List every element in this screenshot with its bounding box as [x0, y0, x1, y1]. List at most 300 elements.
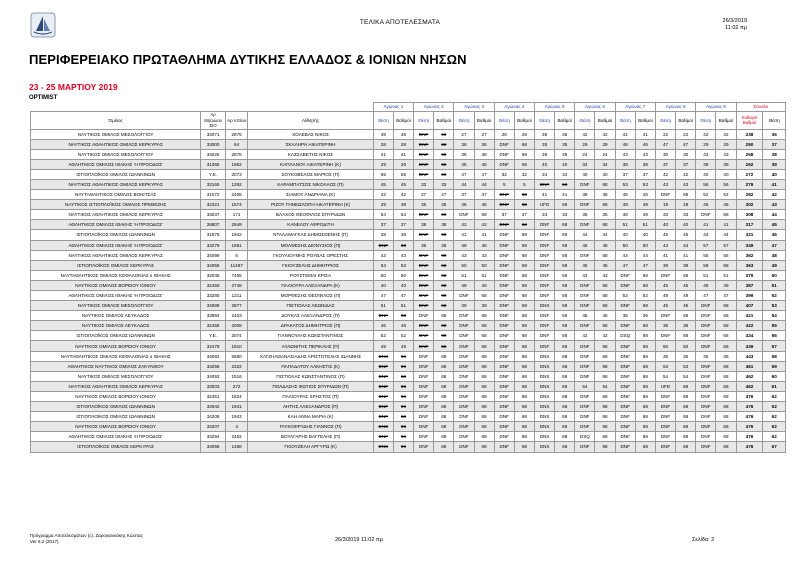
race-points-cell: 68 — [434, 391, 454, 401]
table-row — [31, 190, 786, 200]
race-position-cell: 37 — [454, 190, 474, 200]
col-points: Βαθμοί — [555, 112, 575, 130]
race-points-cell: 68 — [514, 351, 534, 361]
race-points-cell: 29 — [393, 159, 413, 169]
race-position-cell: DNF — [494, 311, 514, 321]
race-position-cell: 46 — [373, 321, 393, 331]
race-position-cell: 43 — [696, 149, 716, 159]
race-points-cell: 68 — [514, 139, 534, 149]
race-position-cell: DNF — [454, 291, 474, 301]
race-position-cell: DNF — [615, 402, 635, 412]
race-points-cell: 52 — [716, 190, 736, 200]
race-points-cell: 68 — [393, 351, 413, 361]
sail-number-cell: 171 — [225, 210, 247, 220]
registry-cell: 31365 — [201, 159, 226, 169]
race-position-cell: DNF — [414, 381, 434, 391]
race-points-cell: 68 — [434, 159, 454, 169]
place-cell: 67 — [763, 442, 786, 452]
race-position-cell: DNF — [615, 341, 635, 351]
race-points-cell: 68 — [635, 331, 655, 341]
race-position-cell: DNF — [373, 391, 393, 401]
race-position-cell: 33 — [655, 210, 675, 220]
table-row — [31, 169, 786, 179]
race-position-cell: 47 — [454, 169, 474, 179]
race-position-cell: 38 — [615, 159, 635, 169]
registry-cell: 33280 — [201, 291, 226, 301]
race-position-cell: 29 — [575, 139, 595, 149]
table-row — [31, 412, 786, 422]
race-position-cell: DNF — [414, 149, 434, 159]
race-points-cell: 56 — [716, 179, 736, 189]
race-points-cell: 45 — [676, 280, 696, 290]
registry-cell: 26807 — [201, 220, 226, 230]
race-position-cell: DNF — [373, 361, 393, 371]
race-points-cell: 45 — [595, 311, 615, 321]
race-points-cell: 49 — [676, 291, 696, 301]
table-row — [31, 200, 786, 210]
race-position-cell: DNF — [454, 361, 474, 371]
race-position-cell: 28 — [373, 139, 393, 149]
registry-cell: 33165 — [201, 179, 226, 189]
sail-number-cell: 2074 — [225, 331, 247, 341]
race-points-cell: 41 — [676, 250, 696, 260]
race-position-cell: DNF — [575, 422, 595, 432]
race-position-cell: 39 — [373, 200, 393, 210]
race-points-cell: 48 — [393, 129, 413, 139]
race-points-cell: 50 — [635, 240, 655, 250]
race-points-cell: 68 — [393, 432, 413, 442]
place-cell: 55 — [763, 321, 786, 331]
race-points-cell: 68 — [676, 402, 696, 412]
club-cell: ΑΘΛΗΤΙΚΟΣ ΟΜΙΛΟΣ ΙΘΑΚΗΣ 'Η ΠΡΟΟΔΟΣ' — [31, 159, 201, 169]
race-points-cell: 68 — [474, 331, 494, 341]
race-position-cell: DNF — [615, 412, 635, 422]
race-points-cell: 68 — [555, 179, 575, 189]
club-cell: ΝΑΥΤΑΘΛΗΤΙΚΟΣ ΟΜΙΛΟΣ ΒΟΝΙΤΣΑΣ — [31, 190, 201, 200]
table-row — [31, 391, 786, 401]
race-points-cell: 39 — [716, 159, 736, 169]
race-position-cell: DNF — [615, 301, 635, 311]
net-points-cell: 476 — [736, 442, 763, 452]
race-position-cell: DNF — [696, 381, 716, 391]
race-points-cell: 54 — [595, 381, 615, 391]
race-position-cell: DNF — [615, 371, 635, 381]
race-points-cell: 44 — [635, 250, 655, 260]
col-position: Θέση — [696, 112, 716, 130]
net-points-cell: 302 — [736, 200, 763, 210]
race-points-cell: 68 — [393, 361, 413, 371]
race-position-cell: DNF — [494, 280, 514, 290]
net-points-cell: 476 — [736, 422, 763, 432]
athlete-cell: ΠΟΛΔΑΣΗΣ ΦΩΤΙΟΣ ΣΠΥΡΙΔΩΝ (Π) — [248, 381, 373, 391]
race-position-cell: DNF — [575, 220, 595, 230]
race-points-cell: 37 — [635, 169, 655, 179]
race-points-cell: 57 — [716, 240, 736, 250]
race-position-cell: 50 — [655, 341, 675, 351]
registry-cell: 34208 — [201, 412, 226, 422]
race-position-cell: 47 — [655, 139, 675, 149]
race-points-cell: 68 — [595, 200, 615, 210]
sail-number-cell: 1488 — [225, 442, 247, 452]
race-position-cell: 29 — [696, 139, 716, 149]
race-position-cell: 45 — [655, 301, 675, 311]
race-points-cell: 68 — [434, 129, 454, 139]
race-position-cell: DNF — [575, 391, 595, 401]
race-position-cell: DNS — [535, 402, 555, 412]
race-points-cell: 68 — [716, 412, 736, 422]
sail-number-cell: 6 — [225, 250, 247, 260]
registry-cell: 33279 — [201, 240, 226, 250]
race-position-cell: DNF — [615, 422, 635, 432]
athlete-cell: ΚΑΠΛΑΝΟΥ ΑΙΚΑΤΕΡΙΝΗ (Κ) — [248, 159, 373, 169]
race-points-cell: 68 — [474, 432, 494, 442]
race-points-cell: 68 — [434, 331, 454, 341]
race-points-cell: 44 — [716, 230, 736, 240]
race-position-cell: 33 — [535, 210, 555, 220]
sail-number-cell: 1910 — [225, 341, 247, 351]
net-points-cell: 476 — [736, 432, 763, 442]
race-position-cell: DNF — [494, 361, 514, 371]
sail-number-cell: 2408 — [225, 190, 247, 200]
sail-number-cell: 2877 — [225, 301, 247, 311]
race-position-cell: DNF — [696, 301, 716, 311]
race-points-cell: 68 — [474, 412, 494, 422]
race-position-cell: 42 — [696, 129, 716, 139]
race-position-cell: DNF — [655, 331, 675, 341]
race-position-cell: DNF — [373, 412, 393, 422]
race-position-cell: 38 — [454, 149, 474, 159]
table-row — [31, 341, 786, 351]
col-club: Όμιλος — [31, 112, 201, 130]
net-points-cell: 258 — [736, 149, 763, 159]
club-cell: ΑΘΛΗΤΙΚΟΣ ΟΜΙΛΟΣ ΙΘΑΚΗΣ 'Η ΠΡΟΟΔΟΣ' — [31, 432, 201, 442]
race-points-cell: 68 — [676, 270, 696, 280]
race-position-cell: 35 — [696, 351, 716, 361]
race-position-cell: DNF — [373, 371, 393, 381]
race-points-cell: 68 — [514, 422, 534, 432]
race-position-cell: DNF — [696, 422, 716, 432]
race-points-cell: 68 — [514, 371, 534, 381]
registry-cell: 34071 — [201, 129, 226, 139]
race-points-cell: 68 — [434, 230, 454, 240]
race-points-cell: 68 — [716, 331, 736, 341]
race-position-cell: DNF — [696, 412, 716, 422]
club-cell: ΝΑΥΤΙΚΟΣ ΟΜΙΛΟΣ ΜΕΣΟΛΟΓΓΙΟΥ — [31, 149, 201, 159]
race-position-cell: DNF — [454, 412, 474, 422]
race-points-cell: 51 — [393, 301, 413, 311]
race-points-cell: 40 — [393, 280, 413, 290]
race-points-cell: 54 — [393, 210, 413, 220]
race-points-cell: 35 — [676, 351, 696, 361]
race-position-cell: DNF — [454, 341, 474, 351]
col-place: Θέση — [763, 112, 786, 130]
table-row — [31, 240, 786, 250]
race-points-cell: 68 — [635, 422, 655, 432]
table-row — [31, 270, 786, 280]
race-points-cell: 68 — [393, 442, 413, 452]
race-points-cell: 68 — [393, 381, 413, 391]
race-position-cell: DNF — [414, 402, 434, 412]
place-cell: 56 — [763, 331, 786, 341]
race-position-cell: DNF — [615, 280, 635, 290]
net-points-cell: 250 — [736, 139, 763, 149]
race-points-cell: 68 — [676, 331, 696, 341]
race-points-cell: 68 — [635, 270, 655, 280]
race-position-cell: 47 — [696, 291, 716, 301]
athlete-cell: ΓΚΙΟΥΖΕΛΗ ΑΡΓΥΡΩ (Κ) — [248, 442, 373, 452]
race-points-cell: 68 — [555, 422, 575, 432]
race-points-cell: 49 — [635, 200, 655, 210]
registry-cell: Y.E. — [201, 169, 226, 179]
race-points-cell: 68 — [434, 139, 454, 149]
race-header: Αγώνας 1 — [373, 103, 413, 112]
race-points-cell: 68 — [434, 270, 454, 280]
race-points-cell: 68 — [635, 412, 655, 422]
sail-number-cell: 1941 — [225, 402, 247, 412]
race-points-cell: 68 — [474, 341, 494, 351]
race-position-cell: 51 — [615, 220, 635, 230]
race-position-cell: DNF — [696, 371, 716, 381]
race-points-cell: 68 — [555, 280, 575, 290]
athlete-cell: ΔΡΑΚΑΤΟΣ ΔΗΜΗΤΡΙΟΣ (Π) — [248, 321, 373, 331]
race-position-cell: DNF — [615, 270, 635, 280]
race-position-cell: 40 — [655, 220, 675, 230]
table-row — [31, 250, 786, 260]
club-cell: ΝΑΥΤΙΚΟΣ ΟΜΙΛΟΣ ΜΕΣΟΛΟΓΓΙΟΥ — [31, 371, 201, 381]
race-position-cell: 53 — [373, 260, 393, 270]
race-points-cell: 68 — [555, 311, 575, 321]
race-position-cell: 54 — [373, 210, 393, 220]
race-position-cell: 38 — [414, 220, 434, 230]
place-cell: 40 — [763, 169, 786, 179]
race-position-cell: DNF — [535, 291, 555, 301]
race-position-cell: DNF — [494, 351, 514, 361]
race-position-cell: 46 — [575, 240, 595, 250]
race-position-cell: 54 — [575, 381, 595, 391]
race-points-cell: 47 — [676, 139, 696, 149]
sail-number-cell: 272 — [225, 381, 247, 391]
race-points-cell: 68 — [514, 291, 534, 301]
race-points-cell: 40 — [676, 220, 696, 230]
col-points: Βαθμοί — [635, 112, 655, 130]
race-position-cell: DNF — [494, 412, 514, 422]
race-points-cell: 68 — [434, 381, 454, 391]
race-position-cell: 45 — [575, 260, 595, 270]
registry-cell: 32458 — [201, 321, 226, 331]
race-points-cell: 36 — [635, 311, 655, 321]
race-points-cell: 68 — [434, 412, 454, 422]
race-points-cell: 39 — [676, 260, 696, 270]
race-points-cell: 38 — [595, 190, 615, 200]
race-position-cell: 27 — [414, 190, 434, 200]
race-points-cell: 68 — [635, 442, 655, 452]
race-points-cell: 46 — [635, 139, 655, 149]
race-points-cell: 68 — [595, 402, 615, 412]
race-position-cell: 40 — [615, 230, 635, 240]
registry-cell: 33000 — [201, 139, 226, 149]
race-points-cell: 68 — [595, 341, 615, 351]
race-points-cell: 68 — [595, 442, 615, 452]
footer-program: Πρόγραμμα Αποτελεσμάτων (c). Ζαρογιαννάκης Κώστας — [30, 533, 143, 538]
race-points-cell: 42 — [474, 220, 494, 230]
race-position-cell: DNF — [696, 321, 716, 331]
sail-number-cell: 2649 — [225, 220, 247, 230]
race-position-cell: DNF — [494, 149, 514, 159]
race-position-cell: DNF — [414, 159, 434, 169]
race-position-cell: DNF — [414, 230, 434, 240]
race-points-cell: 38 — [434, 220, 454, 230]
race-position-cell: DNF — [373, 311, 393, 321]
race-position-cell: 41 — [454, 230, 474, 240]
col-position: Θέση — [575, 112, 595, 130]
race-points-cell: 39 — [393, 200, 413, 210]
race-points-cell: 45 — [393, 179, 413, 189]
race-points-cell: 33 — [676, 210, 696, 220]
athlete-cell: ΡΟΥΣΤΕΜΑΙ ΚΡΙΣΑ — [248, 270, 373, 280]
race-points-cell: 68 — [514, 442, 534, 452]
club-cell: ΙΣΤΙΟΠΛΟΪΚΟΣ ΟΜΙΛΟΣ ΙΩΑΝΝΙΝΩΝ — [31, 230, 201, 240]
race-points-cell: 68 — [514, 240, 534, 250]
race-points-cell: 68 — [555, 230, 575, 240]
race-position-cell: DNF — [454, 422, 474, 432]
race-points-cell: 52 — [635, 291, 655, 301]
sail-number-cell: 2462 — [225, 432, 247, 442]
sail-number-cell: 1574 — [225, 200, 247, 210]
net-points-cell: 317 — [736, 220, 763, 230]
registry-cell: 34092 — [201, 351, 226, 361]
race-position-cell: 42 — [373, 190, 393, 200]
race-position-cell: DNF — [535, 240, 555, 250]
col-position: Θέση — [414, 112, 434, 130]
race-points-cell: 68 — [555, 442, 575, 452]
race-position-cell: DNF — [494, 442, 514, 452]
race-points-cell: 68 — [595, 371, 615, 381]
race-position-cell: DNF — [696, 402, 716, 412]
race-points-cell: 68 — [474, 321, 494, 331]
place-cell: 48 — [763, 250, 786, 260]
col-athlete: Αθλητής — [248, 112, 373, 130]
race-points-cell: 68 — [514, 149, 534, 159]
club-cell: ΝΑΥΤΙΚΟΣ ΟΜΙΛΟΣ ΒΟΡΕΙΟΥ ΙΟΝΙΟΥ — [31, 422, 201, 432]
club-cell: ΝΑΥΤΙΚΟΣ ΑΘΛΗΤΙΚΟΣ ΟΜΙΛΟΣ ΚΕΡΚΥΡΑΣ — [31, 250, 201, 260]
race-position-cell: DNS — [535, 391, 555, 401]
race-position-cell: 46 — [655, 230, 675, 240]
race-position-cell: DNF — [494, 381, 514, 391]
race-position-cell: DNF — [615, 391, 635, 401]
race-points-cell: 68 — [635, 280, 655, 290]
place-cell: 62 — [763, 432, 786, 442]
net-points-cell: 279 — [736, 179, 763, 189]
race-position-cell: DSQ — [575, 432, 595, 442]
club-cell: ΝΑΥΤΙΚΟΣ ΙΣΤΙΟΠΛΟΪΚΟΣ ΟΜΙΛΟΣ ΠΡΕΒΕΖΗΣ — [31, 200, 201, 210]
race-position-cell: DNS — [373, 422, 393, 432]
table-row — [31, 139, 786, 149]
registry-cell: 33294 — [201, 432, 226, 442]
race-points-cell: 68 — [474, 371, 494, 381]
race-position-cell: DNF — [696, 391, 716, 401]
race-position-cell: 54 — [655, 371, 675, 381]
race-position-cell: DNF — [494, 402, 514, 412]
race-points-cell: 53 — [393, 260, 413, 270]
race-position-cell: DNF — [535, 270, 555, 280]
race-points-cell: 51 — [716, 270, 736, 280]
registry-cell: 33037 — [201, 210, 226, 220]
race-points-cell: 68 — [595, 250, 615, 260]
race-position-cell: 47 — [615, 260, 635, 270]
registry-cell: 34088 — [201, 301, 226, 311]
race-points-cell: 68 — [434, 442, 454, 452]
race-points-cell: 68 — [635, 341, 655, 351]
club-cell: ΝΑΥΤΙΚΟΣ ΑΘΛΗΤΙΚΟΣ ΟΜΙΛΟΣ ΚΕΡΚΥΡΑΣ — [31, 179, 201, 189]
race-position-cell: 52 — [373, 331, 393, 341]
race-points-cell: 68 — [514, 432, 534, 442]
race-points-cell: 68 — [393, 402, 413, 412]
race-position-cell: 46 — [696, 200, 716, 210]
race-points-cell: 68 — [595, 321, 615, 331]
athlete-cell: ΚΑΣΣΑΒΕΤΗΣ ΝΙΚΟΣ — [248, 149, 373, 159]
race-position-cell: 39 — [696, 159, 716, 169]
race-position-cell: DNF — [414, 311, 434, 321]
race-points-cell: 45 — [474, 159, 494, 169]
race-position-cell: DNF — [414, 139, 434, 149]
race-position-cell: 35 — [655, 351, 675, 361]
net-points-cell: 363 — [736, 260, 763, 270]
race-position-cell: DNS — [535, 422, 555, 432]
race-position-cell: DNF — [535, 260, 555, 270]
race-points-cell: 68 — [635, 351, 655, 361]
net-points-cell: 461 — [736, 361, 763, 371]
race-points-cell: 68 — [595, 301, 615, 311]
race-points-cell: 35 — [555, 139, 575, 149]
race-position-cell: DNF — [696, 210, 716, 220]
race-position-cell: DNF — [414, 351, 434, 361]
table-row — [31, 149, 786, 159]
race-position-cell: DNF — [655, 270, 675, 280]
race-position-cell: DNF — [535, 331, 555, 341]
race-position-cell: 32 — [494, 169, 514, 179]
race-position-cell: 45 — [655, 280, 675, 290]
race-position-cell: DNF — [575, 412, 595, 422]
race-position-cell: DNF — [494, 220, 514, 230]
race-points-cell: 34 — [595, 159, 615, 169]
race-points-cell: 41 — [393, 149, 413, 159]
race-position-cell: 34 — [535, 169, 555, 179]
race-points-cell: 68 — [595, 412, 615, 422]
sail-number-cell: 64 — [225, 139, 247, 149]
club-cell: ΑΘΛΗΤΙΚΟΣ ΟΜΙΛΟΣ ΙΘΑΚΗΣ 'Η ΠΡΟΟΔΟΣ' — [31, 220, 201, 230]
race-position-cell: 52 — [615, 291, 635, 301]
race-points-cell: 37 — [514, 210, 534, 220]
registry-cell: 31072 — [201, 190, 226, 200]
race-position-cell: DNS — [535, 442, 555, 452]
race-header: Αγώνας 2 — [414, 103, 454, 112]
net-points-cell: 387 — [736, 280, 763, 290]
club-cell: ΙΣΤΙΟΠΛΟΪΚΟΣ ΟΜΙΛΟΣ ΙΩΑΝΝΙΝΩΝ — [31, 331, 201, 341]
club-cell: ΝΑΥΤΙΚΟΣ ΑΘΛΗΤΙΚΟΣ ΟΜΙΛΟΣ ΚΕΡΚΥΡΑΣ — [31, 139, 201, 149]
place-cell: 51 — [763, 280, 786, 290]
race-position-cell: 39 — [655, 260, 675, 270]
race-position-cell: DNF — [575, 179, 595, 189]
race-points-cell: 39 — [474, 301, 494, 311]
race-position-cell: DNF — [655, 311, 675, 321]
race-position-cell: DNF — [535, 179, 555, 189]
race-position-cell: DNF — [494, 391, 514, 401]
race-position-cell: DNF — [535, 250, 555, 260]
athlete-cell: ΠΑΠΑΔΑΤΟΥ ΑΛΚΗΣΤΙΣ (Κ) — [248, 361, 373, 371]
club-cell: ΙΣΤΙΟΠΛΟΪΚΟΣ ΟΜΙΛΟΣ ΚΕΡΚΥΡΑΣ — [31, 442, 201, 452]
race-points-cell: 68 — [514, 270, 534, 280]
race-points-cell: 68 — [514, 311, 534, 321]
